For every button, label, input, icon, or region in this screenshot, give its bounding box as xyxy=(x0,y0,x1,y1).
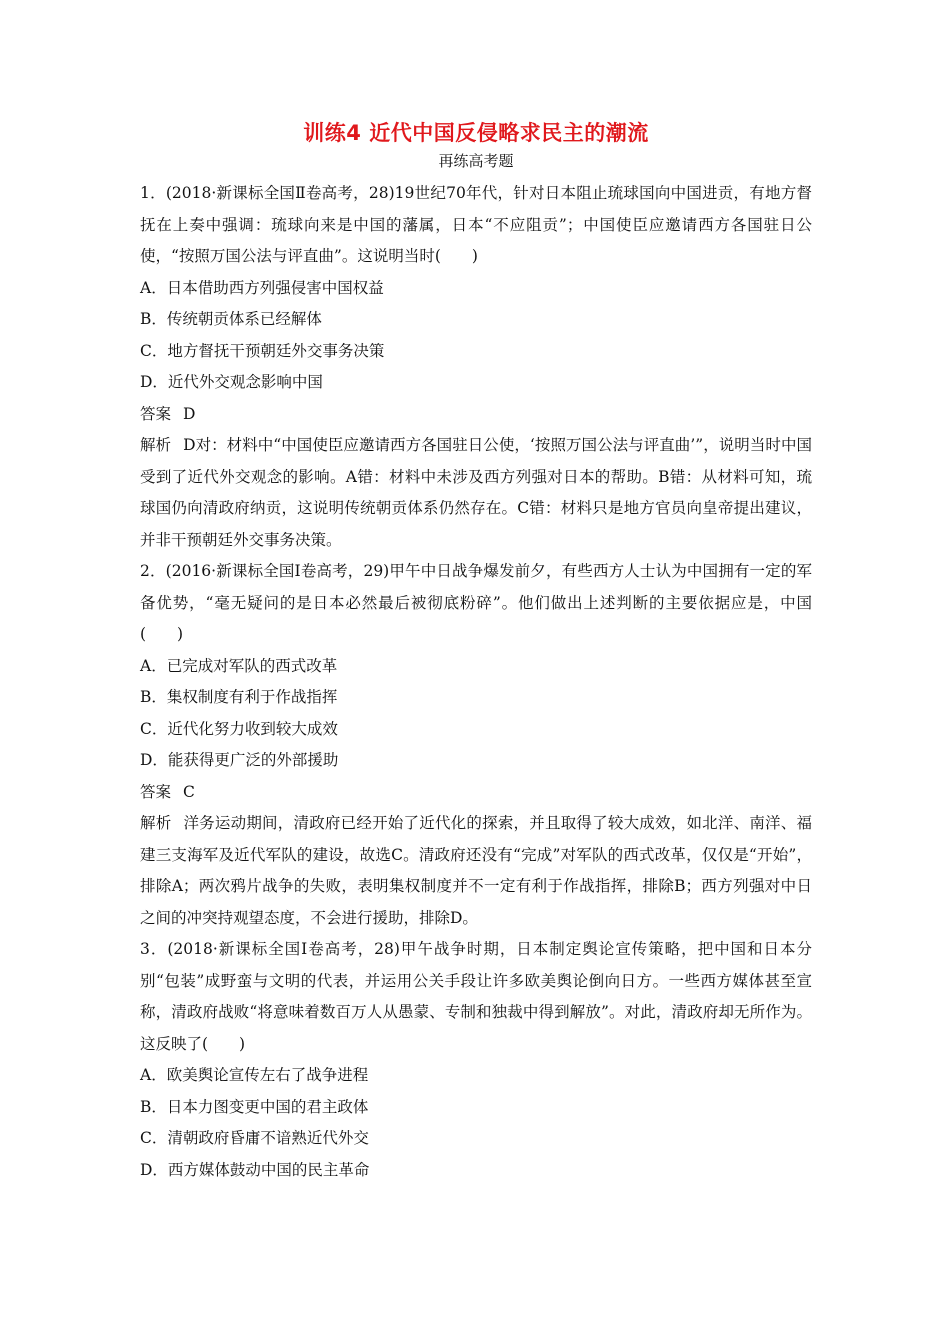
analysis-label: 解析 xyxy=(140,436,172,454)
analysis-line xyxy=(140,430,812,556)
answer-value: D xyxy=(183,404,196,423)
document-page xyxy=(140,118,812,1186)
page-title: 训练4 近代中国反侵略求民主的潮流 xyxy=(303,121,649,145)
option-b: B．集权制度有利于作战指挥 xyxy=(140,688,338,706)
answer-label: 答案 xyxy=(140,782,172,801)
analysis-line xyxy=(140,808,812,934)
analysis-text: D对：材料中“中国使臣应邀请西方各国驻日公使，‘按照万国公法与评直曲’”，说明当时中国受到了近代外交观念的影响。A错：材料中未涉及西方列强对日本的帮助。B错：从材料可知，琉球国仍向清政府纳贡，这说明传统朝贡体系仍然存在。C错：材料只是地方官员向皇帝提出建议，并非干预朝廷外交事务决策。 xyxy=(140,436,812,549)
page-subtitle: 再练高考题 xyxy=(438,152,514,170)
option-a: A．已完成对军队的西式改革 xyxy=(140,656,338,675)
question-2 xyxy=(140,556,812,934)
option-b: B．传统朝贡体系已经解体 xyxy=(140,310,322,328)
question-3 xyxy=(140,934,812,1186)
option-d: D．西方媒体鼓动中国的民主革命 xyxy=(140,1160,370,1179)
option-a: A．日本借助西方列强侵害中国权益 xyxy=(140,278,384,297)
answer-line xyxy=(140,399,812,431)
option-c: C．地方督抚干预朝廷外交事务决策 xyxy=(140,341,385,360)
option-a: A．欧美舆论宣传左右了战争进程 xyxy=(140,1066,369,1084)
answer-line xyxy=(140,777,812,809)
option-b: B．日本力图变更中国的君主政体 xyxy=(140,1097,369,1116)
question-stem: 1．(2018·新课标全国Ⅱ卷高考，28)19世纪70年代，针对日本阻止琉球国向中国进贡，有地方督抚在上奏中强调：琉球向来是中国的藩属，日本“不应阻贡”；中国使臣应邀请西方各国驻日公使，“按照万国公法与评直曲”。这说明当时( ) xyxy=(140,184,812,265)
option-c: C．清朝政府昏庸不谙熟近代外交 xyxy=(140,1129,369,1147)
answer-value: C xyxy=(183,782,195,801)
question-stem: 3．(2018·新课标全国Ⅰ卷高考，28)甲午战争时期，日本制定舆论宣传策略，把中国和日本分别“包装”成野蛮与文明的代表，并运用公关手段让许多欧美舆论倒向日方。一些西方媒体甚至宣称，清政府战败“将意味着数百万人从愚蒙、专制和独裁中得到解放”。对此，清政府却无所作为。这反映了( ) xyxy=(140,940,812,1053)
option-d: D．能获得更广泛的外部援助 xyxy=(140,751,339,769)
analysis-text: 洋务运动期间，清政府已经开始了近代化的探索，并且取得了较大成效，如北洋、南洋、福建三支海军及近代军队的建设，故选C。清政府还没有“完成”对军队的西式改革，仅仅是“开始”，排除A；两次鸦片战争的失败，表明集权制度并不一定有利于作战指挥，排除B；西方列强对中日之间的冲突持观望态度，不会进行援助，排除D。 xyxy=(140,814,812,927)
option-d: D．近代外交观念影响中国 xyxy=(140,373,323,391)
question-stem: 2．(2016·新课标全国Ⅰ卷高考，29)甲午中日战争爆发前夕，有些西方人士认为中国拥有一定的军备优势，“毫无疑问的是日本必然最后被彻底粉碎”。他们做出上述判断的主要依据应是，中国( ) xyxy=(140,562,812,643)
question-1 xyxy=(140,178,812,556)
analysis-label: 解析 xyxy=(140,814,172,832)
option-c: C．近代化努力收到较大成效 xyxy=(140,719,338,738)
answer-label: 答案 xyxy=(140,404,172,423)
